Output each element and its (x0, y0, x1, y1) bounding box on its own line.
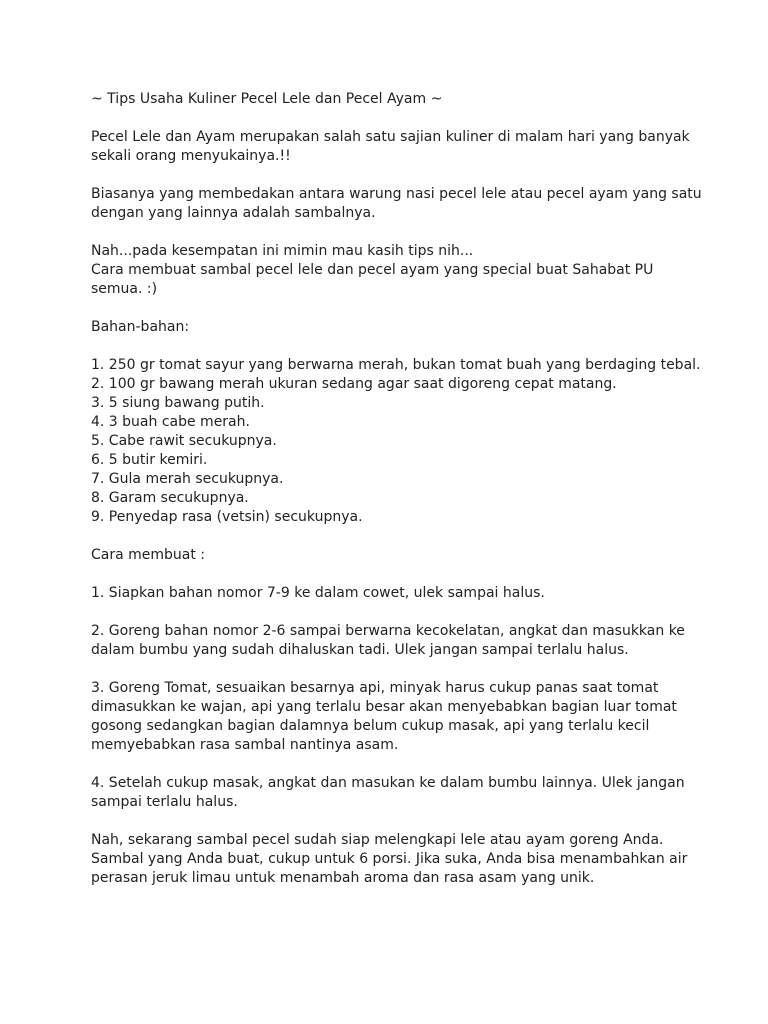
tips-intro-line-2: Cara membuat sambal pecel lele dan pecel ayam yang special buat Sahabat PU semua. :) (91, 262, 654, 297)
tips-intro-line-1: Nah...pada kesempatan ini mimin mau kasih tips nih... (91, 243, 474, 259)
ingredient-item: 8. Garam secukupnya. (91, 490, 249, 506)
ingredient-item: 6. 5 butir kemiri. (91, 452, 208, 468)
step-item: 1. Siapkan bahan nomor 7-9 ke dalam cowet, ulek sampai halus. (91, 585, 545, 601)
ingredients-heading: Bahan-bahan: (91, 319, 190, 335)
ingredient-item: 4. 3 buah cabe merah. (91, 414, 250, 430)
step-item: 2. Goreng bahan nomor 2-6 sampai berwarna kecokelatan, angkat dan masukkan ke dalam bumbu yang sudah dihaluskan tadi. Ulek jangan sampai terlalu halus. (91, 623, 685, 658)
difference-paragraph: Biasanya yang membedakan antara warung nasi pecel lele atau pecel ayam yang satu dengan yang lainnya adalah sambalnya. (91, 186, 702, 221)
steps-heading: Cara membuat : (91, 547, 206, 563)
ingredient-item: 1. 250 gr tomat sayur yang berwarna merah, bukan tomat buah yang berdaging tebal. (91, 357, 701, 373)
intro-paragraph: Pecel Lele dan Ayam merupakan salah satu sajian kuliner di malam hari yang banyak sekali orang menyukainya.!! (91, 129, 690, 164)
ingredient-item: 9. Penyedap rasa (vetsin) secukupnya. (91, 509, 363, 525)
step-item: 3. Goreng Tomat, sesuaikan besarnya api, minyak harus cukup panas saat tomat dimasukkan ke wajan, api yang terlalu besar akan menyebabkan bagian luar tomat gosong sedangkan bagian dalamnya belum cukup masak, api yang terlalu kecil memyebabkan rasa sambal nantinya asam. (91, 680, 677, 753)
ingredient-item: 3. 5 siung bawang putih. (91, 395, 265, 411)
ingredients-list (91, 356, 708, 527)
ingredient-item: 2. 100 gr bawang merah ukuran sedang agar saat digoreng cepat matang. (91, 376, 617, 392)
closing-paragraph: Nah, sekarang sambal pecel sudah siap melengkapi lele atau ayam goreng Anda. Sambal yang Anda buat, cukup untuk 6 porsi. Jika suka, Anda bisa menambahkan air perasan jeruk limau untuk menambah aroma dan rasa asam yang unik. (91, 832, 688, 886)
ingredient-item: 7. Gula merah secukupnya. (91, 471, 284, 487)
step-item: 4. Setelah cukup masak, angkat dan masukan ke dalam bumbu lainnya. Ulek jangan sampai terlalu halus. (91, 775, 685, 810)
ingredient-item: 5. Cabe rawit secukupnya. (91, 433, 277, 449)
document-title: ~ Tips Usaha Kuliner Pecel Lele dan Pecel Ayam ~ (91, 91, 443, 107)
